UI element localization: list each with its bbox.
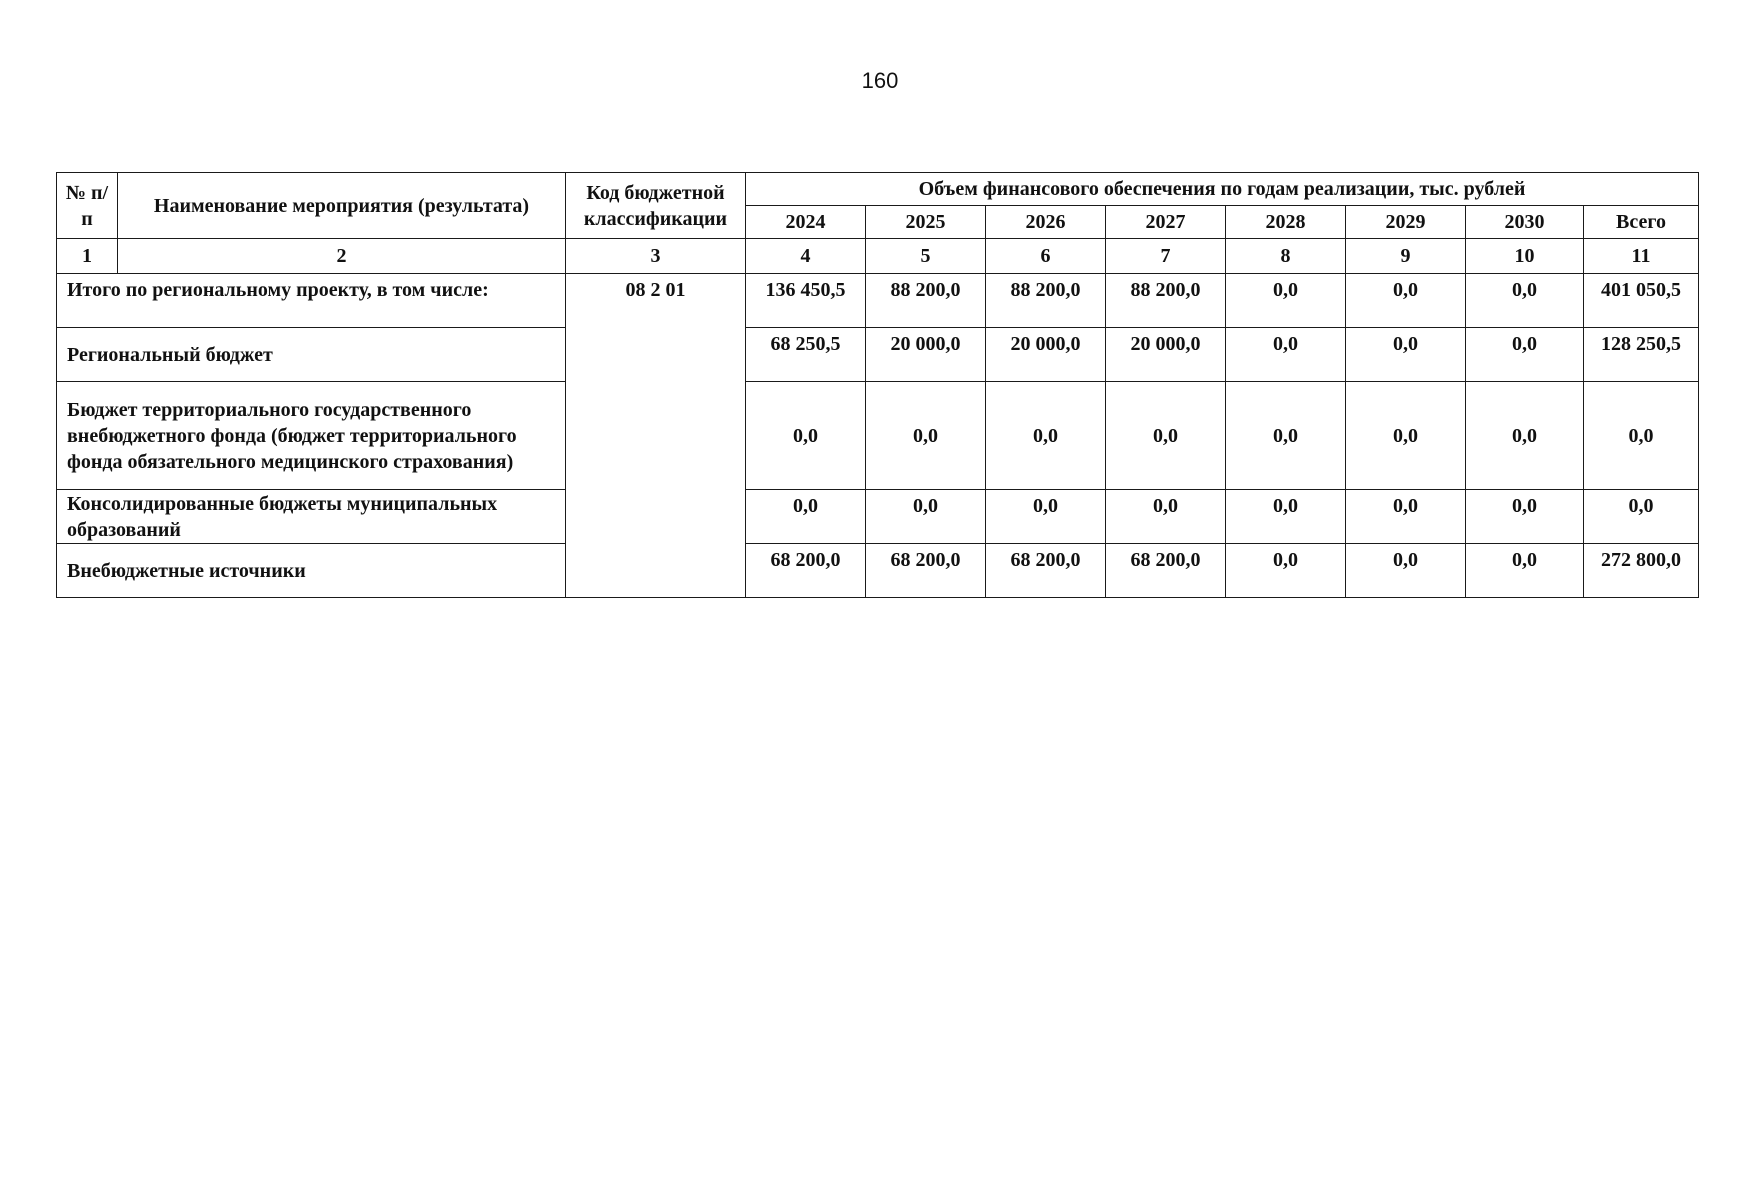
value-cell: 0,0: [1226, 382, 1346, 490]
column-index: 8: [1226, 239, 1346, 274]
header-year: 2028: [1226, 206, 1346, 239]
column-index: 11: [1584, 239, 1699, 274]
total-cell: 401 050,5: [1584, 274, 1699, 328]
value-cell: 68 200,0: [986, 544, 1106, 598]
value-cell: 0,0: [1466, 382, 1584, 490]
table-row-regional: [57, 328, 1699, 382]
header-year: 2029: [1346, 206, 1466, 239]
value-cell: 0,0: [986, 382, 1106, 490]
value-cell: 20 000,0: [1106, 328, 1226, 382]
value-cell: 0,0: [866, 382, 986, 490]
header-year: 2027: [1106, 206, 1226, 239]
total-cell: 128 250,5: [1584, 328, 1699, 382]
header-row-main: [57, 173, 1699, 206]
value-cell: 0,0: [1346, 544, 1466, 598]
row-name: Бюджет территориального государственного внебюджетного фонда (бюджет территориального фонда обязательного медицинского страхования): [57, 382, 566, 490]
header-year: 2024: [746, 206, 866, 239]
value-cell: 0,0: [1106, 490, 1226, 544]
row-name: Региональный бюджет: [57, 328, 566, 382]
value-cell: 0,0: [1226, 544, 1346, 598]
header-num: № п/п: [57, 173, 118, 239]
value-cell: 0,0: [1346, 328, 1466, 382]
header-total: Всего: [1584, 206, 1699, 239]
column-index-row: [57, 239, 1699, 274]
value-cell: 0,0: [1226, 490, 1346, 544]
total-cell: 272 800,0: [1584, 544, 1699, 598]
total-cell: 0,0: [1584, 382, 1699, 490]
value-cell: 0,0: [1466, 328, 1584, 382]
column-index: 6: [986, 239, 1106, 274]
value-cell: 68 200,0: [1106, 544, 1226, 598]
header-year: 2030: [1466, 206, 1584, 239]
table-row-total: [57, 274, 1699, 328]
column-index: 10: [1466, 239, 1584, 274]
column-index: 3: [566, 239, 746, 274]
value-cell: 0,0: [746, 382, 866, 490]
value-cell: 0,0: [1346, 490, 1466, 544]
table-row-municipal: [57, 490, 1699, 544]
value-cell: 0,0: [986, 490, 1106, 544]
value-cell: 0,0: [1106, 382, 1226, 490]
header-volume: Объем финансового обеспечения по годам реализации, тыс. рублей: [746, 173, 1699, 206]
value-cell: 0,0: [1346, 382, 1466, 490]
value-cell: 68 200,0: [746, 544, 866, 598]
value-cell: 0,0: [1466, 544, 1584, 598]
header-year: 2026: [986, 206, 1106, 239]
value-cell: 0,0: [1466, 274, 1584, 328]
value-cell: 136 450,5: [746, 274, 866, 328]
header-code: Код бюджетной классификации: [566, 173, 746, 239]
value-cell: 0,0: [866, 490, 986, 544]
value-cell: 88 200,0: [986, 274, 1106, 328]
value-cell: 0,0: [1226, 274, 1346, 328]
row-name: Итого по региональному проекту, в том числе:: [57, 274, 566, 328]
value-cell: 0,0: [1346, 274, 1466, 328]
value-cell: 68 200,0: [866, 544, 986, 598]
column-index: 4: [746, 239, 866, 274]
value-cell: 0,0: [746, 490, 866, 544]
value-cell: 68 250,5: [746, 328, 866, 382]
value-cell: 0,0: [1466, 490, 1584, 544]
header-year: 2025: [866, 206, 986, 239]
value-cell: 20 000,0: [866, 328, 986, 382]
value-cell: 88 200,0: [866, 274, 986, 328]
total-cell: 0,0: [1584, 490, 1699, 544]
financing-table: [56, 172, 1699, 598]
value-cell: 0,0: [1226, 328, 1346, 382]
row-name: Консолидированные бюджеты муниципальных образований: [57, 490, 566, 544]
column-index: 9: [1346, 239, 1466, 274]
budget-code: 08 2 01: [566, 274, 746, 598]
column-index: 1: [57, 239, 118, 274]
column-index: 7: [1106, 239, 1226, 274]
page-number: 160: [861, 68, 899, 93]
row-name: Внебюджетные источники: [57, 544, 566, 598]
value-cell: 88 200,0: [1106, 274, 1226, 328]
table-row-territorial-fund: [57, 382, 1699, 490]
column-index: 5: [866, 239, 986, 274]
table-row-extrabudgetary: [57, 544, 1699, 598]
value-cell: 20 000,0: [986, 328, 1106, 382]
column-index: 2: [118, 239, 566, 274]
header-name: Наименование мероприятия (результата): [118, 173, 566, 239]
